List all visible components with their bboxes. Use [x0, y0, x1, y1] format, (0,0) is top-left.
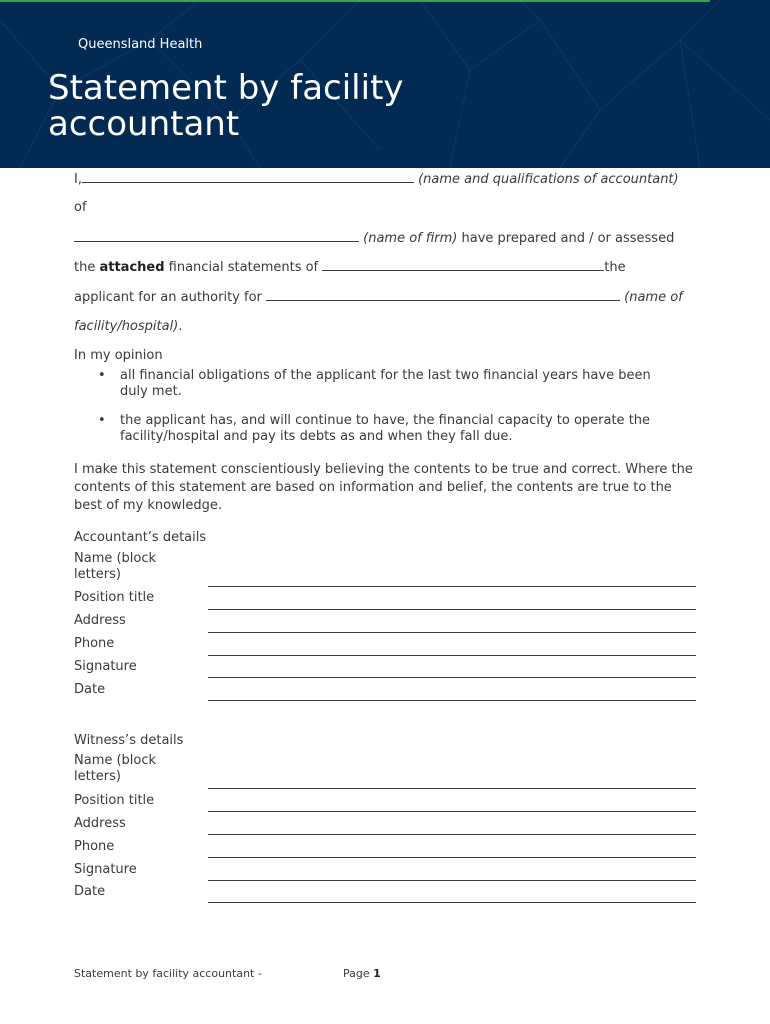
statement-line-4 — [74, 259, 626, 275]
statement-line-3 — [74, 230, 674, 246]
facility-blank[interactable] — [266, 289, 620, 301]
attached-bold: attached — [99, 260, 165, 275]
statement-text: financial statements of — [164, 260, 323, 275]
witness-date-field[interactable] — [208, 902, 696, 903]
witness-date-label: Date — [74, 884, 106, 899]
accountant-name-blank[interactable] — [82, 171, 414, 183]
witness-name-field[interactable] — [208, 788, 696, 789]
statement-text: the — [604, 260, 626, 275]
witness-position-label: Position title — [74, 793, 155, 808]
statement-text: applicant for an authority for — [74, 290, 267, 305]
accountant-phone-label: Phone — [74, 636, 115, 651]
footer-page — [343, 967, 381, 980]
witness-name-label: Name (block letters) — [74, 753, 157, 784]
statement-prefix: I, — [74, 172, 82, 187]
statement-text: have prepared and / or assessed — [457, 231, 675, 246]
accountant-signature-field[interactable] — [208, 677, 696, 678]
accountant-details-heading: Accountant’s details — [74, 530, 207, 545]
witness-phone-field[interactable] — [208, 857, 696, 858]
witness-signature-field[interactable] — [208, 880, 696, 881]
accountant-name-field[interactable] — [208, 586, 696, 587]
organization-name: Queensland Health — [78, 37, 203, 52]
witness-signature-label: Signature — [74, 862, 137, 877]
accountant-date-field[interactable] — [208, 700, 696, 701]
page-number: 1 — [373, 967, 381, 980]
statement-line-6 — [74, 319, 182, 334]
opinion-list — [98, 368, 678, 458]
accountant-address-label: Address — [74, 613, 126, 628]
statement-line-1 — [74, 171, 679, 187]
firm-name-blank[interactable] — [74, 230, 359, 242]
applicant-blank[interactable] — [322, 259, 604, 271]
statement-text: . — [178, 319, 183, 334]
footer-doc-name: Statement by facility accountant - — [74, 967, 262, 980]
firm-name-hint: (name of firm) — [363, 231, 458, 246]
witness-phone-label: Phone — [74, 839, 115, 854]
accountant-signature-label: Signature — [74, 659, 137, 674]
witness-address-field[interactable] — [208, 834, 696, 835]
facility-hint: (name of — [624, 290, 683, 305]
statement-line-5 — [74, 289, 683, 305]
list-item: • the applicant has, and will continue to have, the financial capacity to operate the facility/hospital and pay its debts as and when they fall due. — [98, 413, 678, 445]
accountant-position-label: Position title — [74, 590, 155, 605]
opinion-intro: In my opinion — [74, 348, 163, 363]
statement-text: the — [74, 260, 100, 275]
statement-line-2: of — [74, 200, 87, 215]
witness-details-heading: Witness’s details — [74, 733, 184, 748]
accountant-phone-field[interactable] — [208, 655, 696, 656]
accountant-position-field[interactable] — [208, 609, 696, 610]
accountant-address-field[interactable] — [208, 632, 696, 633]
declaration-text: I make this statement conscientiously believing the contents to be true and correct. Where the contents of this statement are based on information and belief, the contents are true to the best of my knowledge. — [74, 462, 693, 513]
facility-hint-cont: facility/hospital) — [74, 319, 179, 334]
witness-position-field[interactable] — [208, 811, 696, 812]
list-item: • all financial obligations of the applicant for the last two financial years have been duly met. — [98, 368, 678, 400]
accountant-date-label: Date — [74, 682, 106, 697]
accent-line — [0, 0, 710, 2]
accountant-name-label: Name (block letters) — [74, 551, 157, 582]
page-label: Page — [343, 967, 374, 980]
header-banner — [0, 0, 770, 168]
page-title: Statement by facility accountant — [48, 68, 404, 144]
accountant-name-hint: (name and qualifications of accountant) — [418, 172, 679, 187]
witness-address-label: Address — [74, 816, 126, 831]
